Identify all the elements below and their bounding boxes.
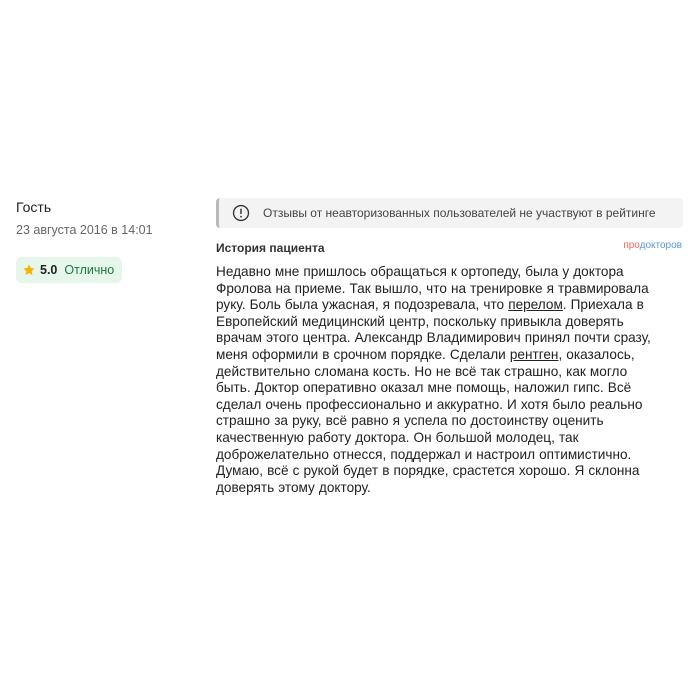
review-text-segment: врачам этого центра. Александр Владимирович принял почти сразу, (216, 330, 651, 346)
review-link-рентген[interactable]: рентген (509, 346, 559, 362)
review-text-line (216, 380, 688, 397)
review-author-block (16, 199, 196, 283)
review-text-line (216, 397, 688, 414)
review-text-segment: , оказалось, (558, 346, 635, 362)
review-text-segment: качественную работу доктора. Он большой молодец, так (216, 429, 579, 445)
review-text-line (216, 430, 688, 447)
review-text-segment: Думаю, всё с рукой будет в порядке, срастется хорошо. Я склонна (216, 463, 640, 479)
review-text-segment: руку. Боль была ужасная, я подозревала, что (216, 297, 509, 313)
review-text-segment: доверять этому доктору. (216, 479, 371, 495)
info-icon (232, 204, 250, 222)
author-name: Гость (16, 199, 52, 215)
notice-text: Отзывы от неавторизованных пользователей не участвуют в рейтинге (263, 206, 656, 220)
review-text-segment: Фролова на приеме. Так вышло, что на тренировке я травмировала (216, 280, 649, 296)
star-icon (22, 263, 36, 277)
brand-logo (623, 240, 682, 251)
review-link-перелом[interactable]: перелом (508, 297, 563, 313)
review-text-segment: Европейский медицинский центр, поскольку привыкла доверять (216, 313, 624, 329)
review-text-line (216, 347, 688, 364)
review-text-segment: страшно за руку, всё равно я успела по достоинству оценить (216, 413, 604, 429)
rating-label: Отлично (64, 263, 115, 277)
review-text-line (216, 463, 688, 480)
review-text-segment: меня оформили в срочном порядке. Сделали (216, 346, 510, 362)
review-date: 23 августа 2016 в 14:01 (16, 223, 153, 237)
review-text-line (216, 447, 688, 464)
rating-value: 5.0 (40, 263, 58, 277)
review-text-line (216, 364, 688, 381)
review-text-line (216, 480, 688, 497)
review-text-segment: доброжелательно отнесся, поддержал и настроил оптимистично. (216, 446, 632, 462)
review-text-segment: действительно сломана кость. Но не всё так страшно, как могло (216, 363, 628, 379)
review-text-segment: . Приехала в (562, 297, 644, 313)
rating-badge (16, 257, 122, 283)
review-text-line (216, 314, 688, 331)
unauthorized-notice (216, 198, 683, 228)
review-text-segment: Недавно мне пришлось обращаться к ортопеду, была у доктора (216, 264, 624, 279)
section-title: История пациента (216, 241, 325, 255)
review-text-line (216, 281, 688, 298)
review-text-line (216, 297, 688, 314)
review-text-segment: быть. Доктор оперативно оказал мне помощь, наложил гипс. Всё (216, 380, 632, 396)
brand-logo-part1: про (623, 240, 640, 251)
brand-logo-part2: докторов (639, 240, 682, 251)
review-text (216, 264, 688, 496)
review-text-segment: сделал очень профессионально и аккуратно. И хотя было реально (216, 396, 643, 412)
review-text-line (216, 264, 688, 281)
review-text-line (216, 413, 688, 430)
review-text-line (216, 330, 688, 347)
